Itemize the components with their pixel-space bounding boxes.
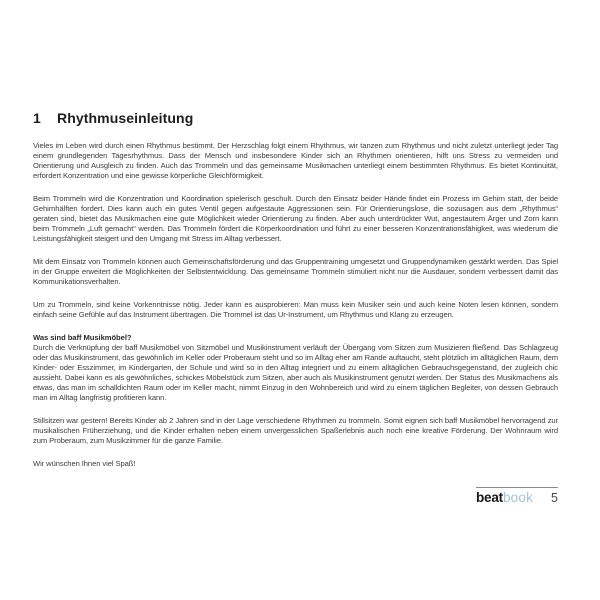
section-heading: [33, 110, 558, 126]
paragraph-children-early-education: Stillsitzen war gestern! Bereits Kinder ab 2 Jahren sind in der Lage verschiedene Rhythmen zu trommeln. Somit eignen sich baff Musikmöbel hervorragend zur musikalischen Früherziehung, und die Kinder erhalten neben einem unvergesslichen Spaßerlebnis auch noch eine kreative Förderung. Der Wohnraum wird zum Proberaum, zum Musikzimmer für die ganze Familie.: [33, 416, 558, 445]
paragraph-baff-furniture: Durch die Verknüpfung der baff Musikmöbel von Sitzmöbel und Musikinstrument verläuft der Übergang vom Sitzen zum Musizieren fließend. Das Schlagzeug oder das Musikinstrument, das gewöhnlich im Keller oder Proberaum steht und so im Alltag eher am Rande auftaucht, steht plötzlich im alltäglichen Raum, dem Kinder- oder Esszimmer, im Kindergarten, der Schule und wird so in den Alltag integriert und zu einem alltäglichen Gebrauchsgegenstand, der zugleich chic aussieht. Dabei kann es als gewöhnliches, schickes Möbelstück zum Sitzen, aber auch als Musikinstrument genutzt werden. Der Status des Musikmachens als etwas, das man im schalldichten Raum oder im Keller macht, nimmt Einzug in den Wohnbereich und wird zu einem täglichen Begleiter, von dessen Gebrauch man im Alltag langfristig profitieren kann.: [33, 343, 558, 402]
section-number: 1: [33, 110, 41, 126]
brand-logo-beat: beat: [476, 490, 503, 505]
footer-row: [476, 490, 558, 505]
footer-divider: [476, 487, 558, 488]
paragraph-drumming-concentration: Beim Trommeln wird die Konzentration und Koordination spielerisch geschult. Durch den Einsatz beider Hände findet ein Prozess im Gehirn statt, der beide Gehirnhälften fordert. Dies kann auch ein gutes Ventil gegen aufgestaute Aggressionen sein. Für Orientierungslose, die sozusagen aus dem „Rhythmus“ geraten sind, bietet das Musikmachen eine gute Möglichkeit wieder Orientierung zu finden. Aber auch unterdrückter Wut, angestautem Ärger und Zorn kann beim Trommeln „Luft gemacht“ werden. Das Trommeln fördert die Körperkoordination und führt zu einer besseren Konzentrationsfähigkeit, was wiederum die Leistungsfähigkeit steigert und den Umgang mit Stress im Alltag verbessert.: [33, 194, 558, 243]
paragraph-no-experience-needed: Um zu Trommeln, sind keine Vorkenntnisse nötig. Jeder kann es ausprobieren: Man muss kein Musiker sein und auch keine Noten lesen können, sondern einfach seine Gefühle auf das Instrument übertragen. Die Trommel ist das Ur-Instrument, um Rhythmus und Klang zu erzeugen.: [33, 300, 558, 319]
page-number: 5: [551, 491, 558, 505]
brand-logo-book: book: [502, 490, 534, 505]
page-footer: [476, 487, 558, 505]
paragraph-rhythm-intro: Vieles im Leben wird durch einen Rhythmus bestimmt. Der Herzschlag folgt einem Rhythmus, wir tanzen zum Rhythmus und nicht zuletzt unterliegt jeder Tag einem grundlegenden Tagesrhythmus. Dass der Mensch und insbesondere Kinder sich an Rhythmen orientieren, hilft uns Stress zu vermeiden und Orientierung und Ausgleich zu finden. Auch das Trommeln und das gemeinsame Musikmachen unterliegt einem bestimmten Rhythmus. Es bietet Kontinuität, erfordert Konzentration und eine gewisse körperliche Gleichförmigkeit.: [33, 141, 558, 180]
brand-logo: [476, 490, 533, 505]
subsection-heading: Was sind baff Musikmöbel?: [33, 333, 132, 342]
section-title: Rhythmuseinleitung: [57, 110, 194, 126]
paragraph-group-dynamics: Mit dem Einsatz von Trommeln können auch Gemeinschaftsförderung und das Gruppentraining umgesetzt und Gruppendynamiken gestärkt werden. Das Spiel in der Gruppe erweitert die Möglichkeiten der Selbstentwicklung. Das gemeinsame Trommeln stimuliert nicht nur die Ausdauer, sondern verbessert damit das Kommunikationsverhalten.: [33, 257, 558, 286]
body-text: [33, 141, 558, 469]
paragraph-closing: Wir wünschen Ihnen viel Spaß!: [33, 459, 136, 468]
